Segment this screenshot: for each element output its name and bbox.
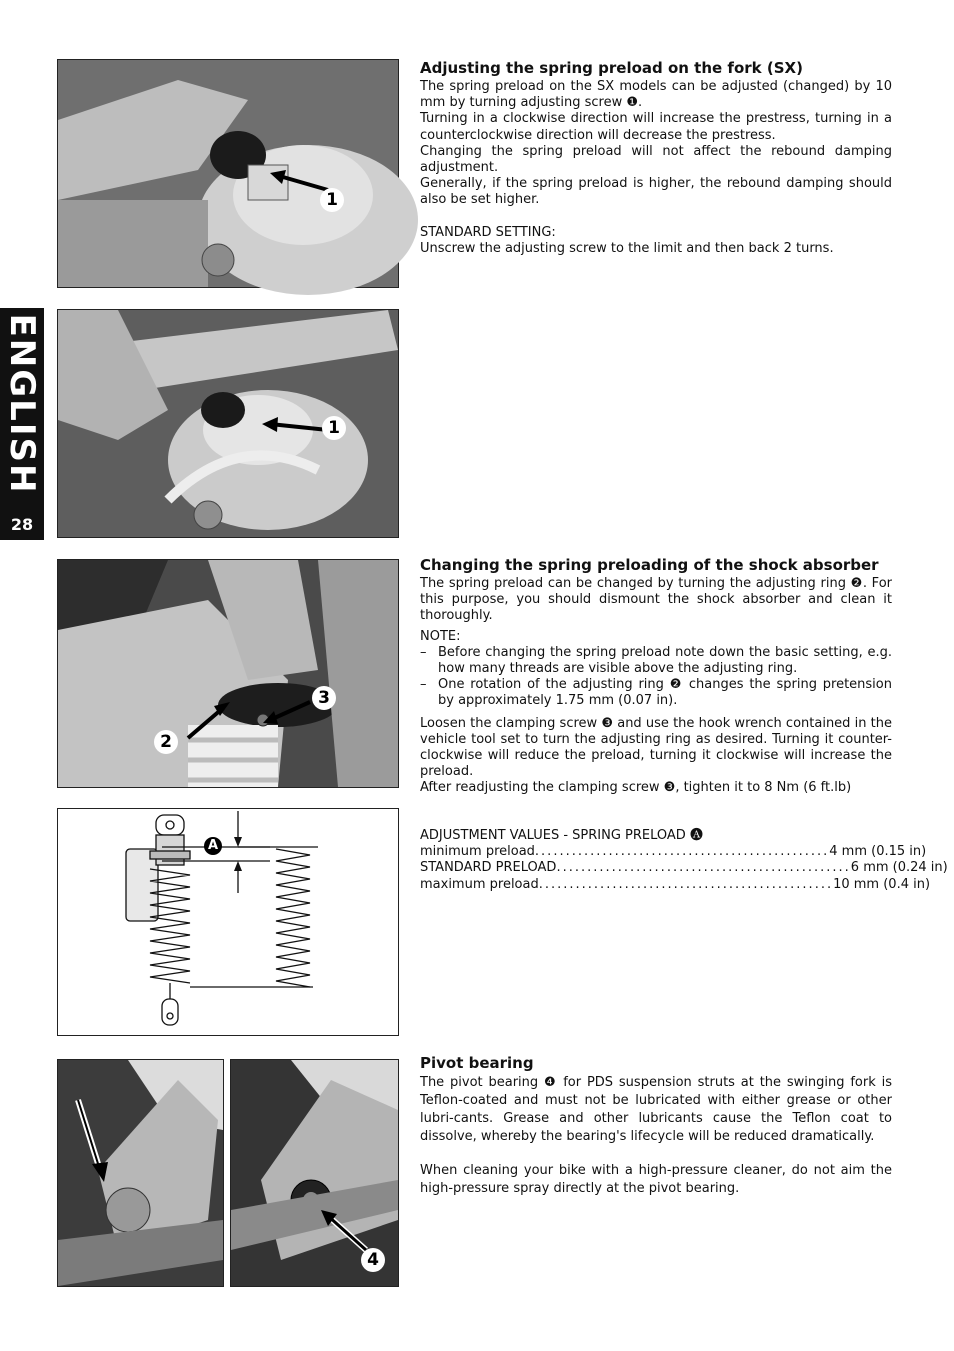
callout-3: 3 <box>312 686 336 710</box>
fork-photo-2 <box>57 309 399 538</box>
pivot-photo-left <box>57 1059 224 1287</box>
value-row <box>420 844 927 860</box>
value-amount: 4 mm (0.15 in) <box>829 844 927 860</box>
value-label: maximum preload <box>420 876 539 892</box>
value-label: minimum preload <box>420 844 535 860</box>
fork-photo-1 <box>57 59 399 288</box>
note-list <box>420 645 892 710</box>
adjustment-values-title: ADJUSTMENT VALUES - SPRING PRELOAD 🅐 <box>420 828 703 843</box>
pivot-photo-left-illustration <box>58 1060 223 1286</box>
note-label: NOTE: <box>420 628 461 644</box>
pivot-bearing-heading: Pivot bearing <box>420 1054 534 1072</box>
standard-setting-label: STANDARD SETTING: <box>420 224 556 240</box>
callout-a: A <box>204 837 222 855</box>
shock-preload-section <box>420 556 892 797</box>
note-item: – One rotation of the adjusting ring ❷ changes the spring pretension by approximately 1.75 mm (0.07 in). <box>420 677 892 709</box>
language-label: ENGLISH <box>2 313 42 495</box>
pivot-bearing-section <box>420 1054 892 1198</box>
value-row <box>420 876 931 893</box>
dot-leader: ................................................ <box>534 844 830 860</box>
shock-preload-p3: After readjusting the clamping screw ❸, tighten it to 8 Nm (6 ft.lb) <box>420 780 852 796</box>
adjustment-values <box>420 828 948 893</box>
note-item: – Before changing the spring preload note down the basic setting, e.g. how many threads are visible above the adjusting ring. <box>420 645 892 677</box>
fork-photo-2-illustration <box>58 310 398 537</box>
value-row <box>420 860 948 876</box>
shock-photo-illustration <box>58 560 398 787</box>
spring-diagram-illustration <box>58 809 398 1035</box>
language-side-tab <box>0 308 44 540</box>
dot-leader: ................................................ <box>538 876 834 892</box>
spring-diagram <box>57 808 399 1036</box>
pivot-bearing-p1: The pivot bearing ❹ for PDS suspension struts at the swinging fork is Teflon-coated and must not be lubricated with either grease or other lubri-cants. Grease and other lubricants cause the Teflon coat to dissolve, whereby the bearing's lifecycle will be reduced dramatically. <box>420 1075 892 1144</box>
callout-2: 2 <box>154 730 178 754</box>
value-amount: 6 mm (0.24 in) <box>850 860 948 876</box>
pivot-photo-right <box>230 1059 399 1287</box>
fork-preload-section <box>420 59 892 257</box>
callout-1: 1 <box>322 416 346 440</box>
shock-photo <box>57 559 399 788</box>
value-label: STANDARD PRELOAD <box>420 860 557 876</box>
fork-photo-1-illustration <box>58 60 398 287</box>
callout-4: 4 <box>361 1248 385 1272</box>
fork-preload-p2: Turning in a clockwise direction will increase the prestress, turning in a counterclockwise direction will decrease the prestress. <box>420 111 892 143</box>
fork-preload-heading: Adjusting the spring preload on the fork (SX) <box>420 59 803 77</box>
dot-leader: ................................................ <box>556 860 851 876</box>
shock-preload-p2: Loosen the clamping screw ❸ and use the hook wrench contained in the vehicle tool set to turn the adjusting ring as desired. Turning it counter-clockwise will reduce the preload, turning it clockwise will increase the preload. <box>420 715 892 780</box>
fork-preload-p1: The spring preload on the SX models can be adjusted (changed) by 10 mm by turning adjusting screw ❶. <box>420 79 892 111</box>
value-amount: 10 mm (0.4 in) <box>833 876 931 892</box>
callout-1: 1 <box>320 188 344 212</box>
shock-preload-heading: Changing the spring preloading of the shock absorber <box>420 556 879 574</box>
standard-setting-text: Unscrew the adjusting screw to the limit and then back 2 turns. <box>420 240 834 256</box>
pivot-bearing-p2: When cleaning your bike with a high-pressure cleaner, do not aim the high-pressure spray directly at the pivot bearing. <box>420 1163 892 1196</box>
fork-preload-p4: Generally, if the spring preload is higher, the rebound damping should also be set higher. <box>420 176 892 208</box>
page-number: 28 <box>10 515 34 534</box>
shock-preload-p1: The spring preload can be changed by turning the adjusting ring ❷. For this purpose, you should dismount the shock absorber and clean it thoroughly. <box>420 576 892 624</box>
fork-preload-p3: Changing the spring preload will not affect the rebound damping adjustment. <box>420 143 892 176</box>
